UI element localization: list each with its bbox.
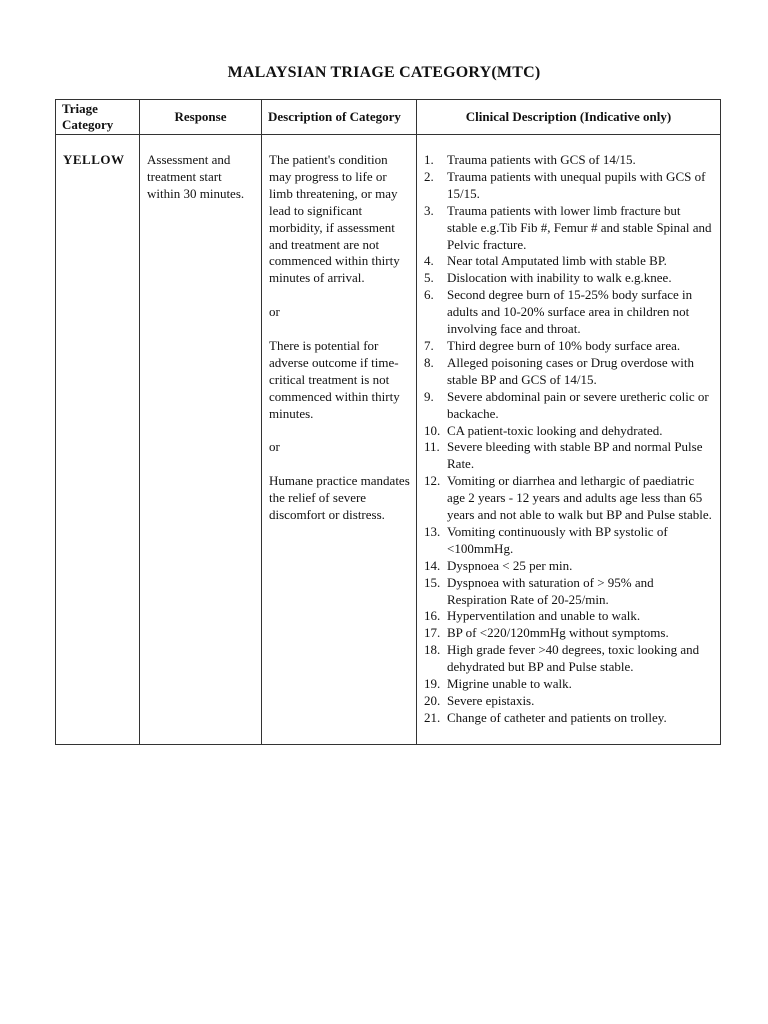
category-cell: YELLOW <box>56 135 140 745</box>
list-item-text: Trauma patients with GCS of 14/15. <box>447 152 636 167</box>
list-item-number: 18. <box>424 642 441 658</box>
list-item-number: 8. <box>424 354 434 370</box>
list-item <box>424 524 714 558</box>
list-item <box>424 558 714 575</box>
list-item-text: Trauma patients with unequal pupils with GCS of 15/15. <box>447 168 706 201</box>
list-item-text: Migrine unable to walk. <box>447 676 572 692</box>
list-item-number: 12. <box>424 473 441 489</box>
list-item <box>424 287 714 338</box>
list-item-text: Alleged poisoning cases or Drug overdose with stable BP and GCS of 14/15. <box>447 354 694 387</box>
list-item <box>424 710 714 727</box>
header-response: Response <box>140 100 262 135</box>
response-cell: Assessment and treatment start within 30 minutes. <box>140 135 262 745</box>
list-item-text: Severe epistaxis. <box>447 693 535 708</box>
list-item <box>424 338 714 355</box>
list-item <box>424 575 714 609</box>
list-item <box>424 693 714 710</box>
list-item-text: High grade fever >40 degrees, toxic looking and dehydrated but BP and Pulse stable. <box>447 642 700 675</box>
document-title: MALAYSIAN TRIAGE CATEGORY(MTC) <box>227 64 541 81</box>
list-item-number: 19. <box>424 676 441 692</box>
list-item-number: 16. <box>424 608 441 624</box>
list-item-number: 15. <box>424 574 441 590</box>
clinical-cell <box>417 135 721 745</box>
list-item-text: BP of <220/120mmHg without symptoms. <box>447 625 669 641</box>
list-item-number: 14. <box>424 557 441 573</box>
list-item-text: Second degree burn of 15-25% body surface in adults and 10-20% surface area in children not involving face and throat. <box>447 287 693 337</box>
header-clinical-description: Clinical Description (Indicative only) <box>417 100 721 135</box>
list-item-text: Near total Amputated limb with stable BP. <box>447 253 667 269</box>
list-item <box>424 389 714 423</box>
list-item-text: Dyspnoea < 25 per min. <box>447 557 573 573</box>
table-row <box>56 135 721 745</box>
header-description-of-category: Description of Category <box>262 100 417 135</box>
header-triage-category: Triage Category <box>56 100 140 135</box>
list-item <box>424 439 714 473</box>
list-item-text: Vomiting or diarrhea and lethargic of paediatric age 2 years - 12 years and adults age less than 65 years and not able to walk but BP and Pulse stable. <box>447 473 712 523</box>
list-item <box>424 608 714 625</box>
list-item <box>424 625 714 642</box>
list-item-number: 17. <box>424 625 441 641</box>
list-item <box>424 355 714 389</box>
list-item-text: Hyperventilation and unable to walk. <box>447 608 641 624</box>
list-item <box>424 423 714 440</box>
clinical-list <box>424 152 714 727</box>
list-item <box>424 152 714 169</box>
description-separator: or <box>269 304 280 320</box>
list-item <box>424 203 714 254</box>
triage-table <box>55 99 721 745</box>
description-paragraph: There is potential for adverse outcome if time-critical treatment is not commenced within thirty minutes. <box>269 337 400 421</box>
list-item <box>424 676 714 693</box>
list-item-number: 21. <box>424 709 441 725</box>
list-item <box>424 253 714 270</box>
list-item-text: Third degree burn of 10% body surface area. <box>447 337 681 353</box>
list-item-text: Severe bleeding with stable BP and normal Pulse Rate. <box>447 439 703 472</box>
list-item-number: 2. <box>424 168 434 184</box>
list-item-text: Severe abdominal pain or severe uretheric colic or backache. <box>447 388 709 421</box>
description-cell <box>262 135 417 745</box>
list-item-number: 6. <box>424 287 434 303</box>
list-item-text: Change of catheter and patients on trolley. <box>447 709 667 725</box>
list-item <box>424 642 714 676</box>
list-item-number: 4. <box>424 253 434 269</box>
list-item-number: 7. <box>424 337 434 353</box>
list-item-text: Vomiting continuously with BP systolic of <100mmHg. <box>447 523 668 556</box>
list-item-number: 10. <box>424 422 441 438</box>
list-item-number: 1. <box>424 152 434 167</box>
list-item <box>424 169 714 203</box>
list-item-number: 20. <box>424 693 441 708</box>
list-item-text: Dyspnoea with saturation of > 95% and Respiration Rate of 20-25/min. <box>447 574 654 607</box>
description-separator: or <box>269 439 280 455</box>
list-item-text: CA patient-toxic looking and dehydrated. <box>447 422 663 438</box>
description-paragraph: Humane practice mandates the relief of severe discomfort or distress. <box>269 473 410 522</box>
list-item-number: 11. <box>424 439 440 455</box>
list-item-number: 9. <box>424 388 434 404</box>
description-paragraph: The patient's condition may progress to life or limb threatening, or may lead to significant morbidity, if assessment and treatment are not commenced within thirty minutes of arrival. <box>269 152 400 286</box>
list-item-text: Dislocation with inability to walk e.g.knee. <box>447 270 672 286</box>
list-item-text: Trauma patients with lower limb fracture but stable e.g.Tib Fib #, Femur # and stable Spinal and Pelvic fracture. <box>447 202 712 252</box>
list-item-number: 3. <box>424 202 434 218</box>
list-item-number: 5. <box>424 270 434 286</box>
table-header-row <box>56 100 721 135</box>
list-item <box>424 473 714 524</box>
list-item <box>424 270 714 287</box>
list-item-number: 13. <box>424 523 441 539</box>
